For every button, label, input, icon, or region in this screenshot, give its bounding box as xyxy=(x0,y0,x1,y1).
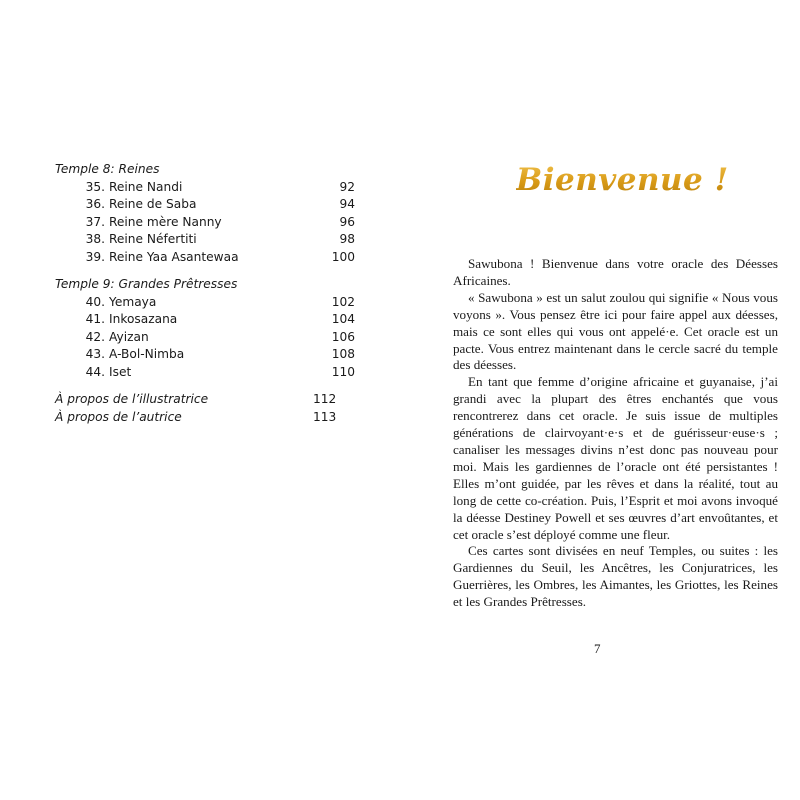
body-paragraph: Ces cartes sont divisées en neuf Temples, ou suites : les Gardiennes du Seuil, les Ancêtres, les Conjuratrices, les Guerrières, les Ombres, les Aimantes, les Griottes, les Reines et les Grandes Prêtresses. xyxy=(453,543,778,610)
toc-entry-page: 100 xyxy=(331,249,355,264)
toc-entry xyxy=(55,231,355,249)
toc-entry-number: 43. xyxy=(85,347,105,361)
toc-entry-page: 94 xyxy=(339,197,355,211)
toc-entry-name: Reine Yaa Asantewaa xyxy=(109,249,239,264)
welcome-title: Bienvenue ! xyxy=(516,162,729,198)
toc-entry xyxy=(55,179,355,197)
toc-entry-name: Inkosazana xyxy=(109,312,178,326)
toc-entry-name: A-Bol-Nimba xyxy=(109,347,185,361)
toc-appendix-entry xyxy=(55,391,355,409)
toc-entry-number: 39. xyxy=(85,249,105,264)
toc-entry xyxy=(55,196,355,214)
toc-entry-name: Ayizan xyxy=(109,329,149,344)
toc-entry xyxy=(55,329,355,347)
toc-entry-name: Reine mère Nanny xyxy=(109,214,222,229)
toc-entry xyxy=(55,294,355,312)
toc-group-title: Temple 8: Reines xyxy=(55,162,160,176)
toc-entry-number: 36. xyxy=(85,197,105,211)
toc-appendix-page: 113 xyxy=(313,409,337,424)
toc-entry xyxy=(55,364,355,382)
toc-entry-number: 37. xyxy=(85,214,105,229)
body-paragraph: En tant que femme d’origine africaine et guyanaise, j’ai grandi avec la plupart des êtres enchantés que vous rencontrerez dans cet oracle. Je suis issue de multiples générations de clairvoyant·e·s et de guérisseur·euse·s ; canaliser les messages divins n’est donc pas nouveau pour moi. Mais les gardiennes de l’oracle ont été persistantes ! Elles m’ont guidée, par les rêves et dans la réalité, tout au long de cette co-création. Puis, l’Esprit et moi avons invoqué la déesse Destiney Powell et ses œuvres d’art envoûtantes, et cet oracle s’est déployé comme une fleur. xyxy=(453,374,778,542)
toc-entry-number: 44. xyxy=(85,364,105,379)
toc-entry-number: 35. xyxy=(85,179,105,194)
toc-group xyxy=(55,276,355,381)
welcome-body xyxy=(453,256,778,611)
toc-group xyxy=(55,161,355,266)
toc-appendix-entry xyxy=(55,409,355,427)
toc-spacer xyxy=(55,266,355,276)
toc-appendix-label: À propos de l’autrice xyxy=(55,409,182,424)
toc-entry xyxy=(55,249,355,267)
toc-group-title: Temple 9: Grandes Prêtresses xyxy=(55,277,238,291)
table-of-contents xyxy=(55,161,355,426)
toc-entry-name: Yemaya xyxy=(109,294,157,309)
toc-entry-number: 40. xyxy=(85,294,105,309)
toc-entry-number: 38. xyxy=(85,232,105,246)
toc-entry-name: Reine Nandi xyxy=(109,179,183,194)
toc-entry-page: 104 xyxy=(331,312,355,326)
body-paragraph: « Sawubona » est un salut zoulou qui signifie « Nous vous voyons ». Vous pensez être ici pour faire appel aux déesses, mais ce sont elles qui vous ont appelé·e. Cet oracle est un pacte. Vous entrez maintenant dans le cercle sacré du temple des déesses. xyxy=(453,289,778,373)
toc-entry-name: Iset xyxy=(109,364,132,379)
toc-entry xyxy=(55,214,355,232)
toc-appendix-label: À propos de l’illustratrice xyxy=(55,392,209,406)
toc-entry-page: 110 xyxy=(331,364,355,379)
toc-appendix-page: 112 xyxy=(313,392,337,406)
toc-entry-page: 106 xyxy=(331,329,355,344)
toc-entry-page: 92 xyxy=(339,179,355,194)
toc-entry xyxy=(55,346,355,364)
toc-entry-page: 102 xyxy=(331,294,355,309)
toc-entry xyxy=(55,311,355,329)
toc-entry-page: 96 xyxy=(339,214,355,229)
toc-entry-page: 98 xyxy=(339,232,355,246)
toc-entry-number: 42. xyxy=(85,329,105,344)
toc-spacer xyxy=(55,381,355,391)
page-number: 7 xyxy=(594,641,601,656)
toc-entry-name: Reine de Saba xyxy=(109,197,197,211)
toc-entry-page: 108 xyxy=(331,347,355,361)
body-paragraph: Sawubona ! Bienvenue dans votre oracle des Déesses Africaines. xyxy=(453,256,778,288)
toc-entry-name: Reine Néfertiti xyxy=(109,232,197,246)
toc-entry-number: 41. xyxy=(85,312,105,326)
